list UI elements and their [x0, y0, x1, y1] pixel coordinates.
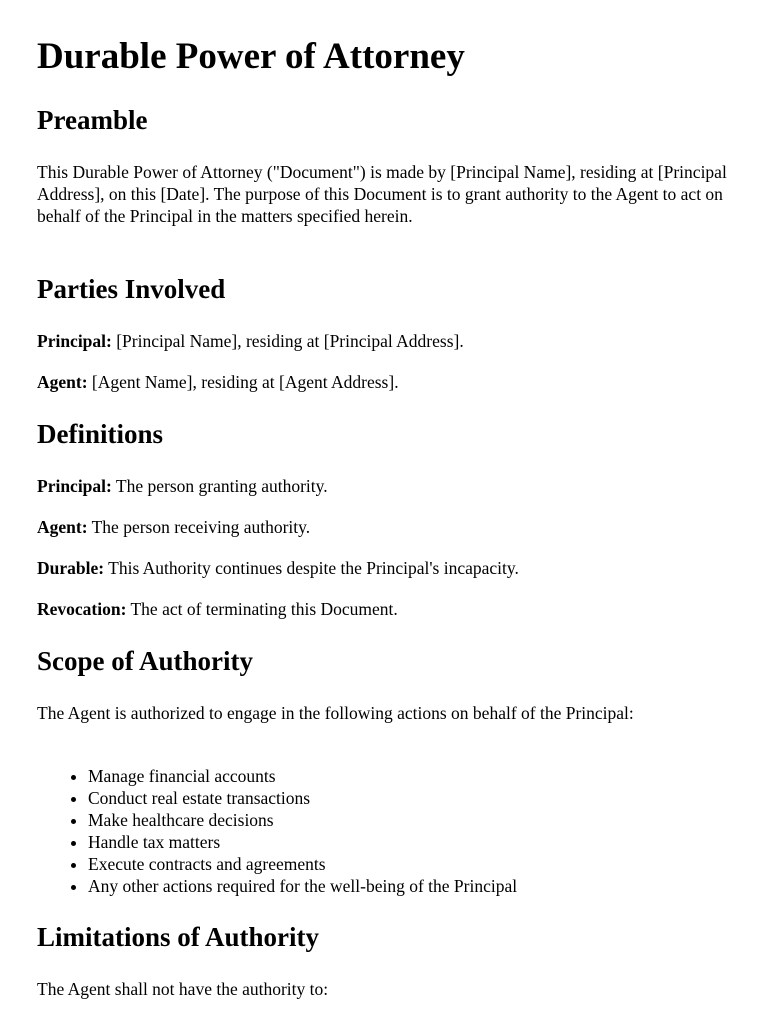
list-item: • Execute contracts and agreements: [88, 853, 738, 875]
document-title: Durable Power of Attorney: [37, 36, 465, 77]
definition-text: The person granting authority.: [111, 476, 328, 496]
definition-item: [37, 598, 737, 620]
definition-text: The act of terminating this Document.: [126, 599, 398, 619]
preamble-body: This Durable Power of Attorney ("Document") is made by [Principal Name], residing at [Principal Address], on this [Date]. The purpose of this Document is to grant authority to the Agent to act on behalf of the Principal in the matters specified herein.: [37, 162, 727, 226]
definition-term: Agent:: [37, 517, 88, 537]
list-item: • Any other actions required for the well-being of the Principal: [88, 875, 738, 897]
parties-agent-label: Agent:: [37, 372, 88, 392]
parties-principal: [37, 330, 737, 352]
definition-text: The person receiving authority.: [87, 517, 311, 537]
definition-item: [37, 516, 737, 538]
definitions-heading: Definitions: [37, 419, 164, 449]
parties-principal-label: Principal:: [37, 331, 112, 351]
list-item: • Conduct real estate transactions: [88, 787, 738, 809]
preamble-heading: Preamble: [37, 105, 148, 135]
definition-item: [37, 475, 737, 497]
parties-agent-text: [Agent Name], residing at [Agent Address].: [87, 372, 399, 392]
list-item: • Manage financial accounts: [88, 765, 738, 787]
definition-term: Durable:: [37, 558, 105, 578]
list-item: • Make healthcare decisions: [88, 809, 738, 831]
parties-heading: Parties Involved: [37, 274, 226, 304]
definition-item: [37, 557, 737, 579]
parties-principal-text: [Principal Name], residing at [Principal Address].: [111, 331, 464, 351]
limitations-heading: Limitations of Authority: [37, 922, 320, 952]
definition-text: This Authority continues despite the Principal's incapacity.: [104, 558, 519, 578]
list-item: • Handle tax matters: [88, 831, 738, 853]
parties-agent: [37, 371, 737, 393]
scope-heading: Scope of Authority: [37, 646, 253, 676]
scope-list: [37, 765, 738, 897]
scope-intro: The Agent is authorized to engage in the following actions on behalf of the Principal:: [37, 703, 634, 723]
limitations-intro: The Agent shall not have the authority to:: [37, 979, 329, 999]
definition-term: Principal:: [37, 476, 112, 496]
definition-term: Revocation:: [37, 599, 127, 619]
